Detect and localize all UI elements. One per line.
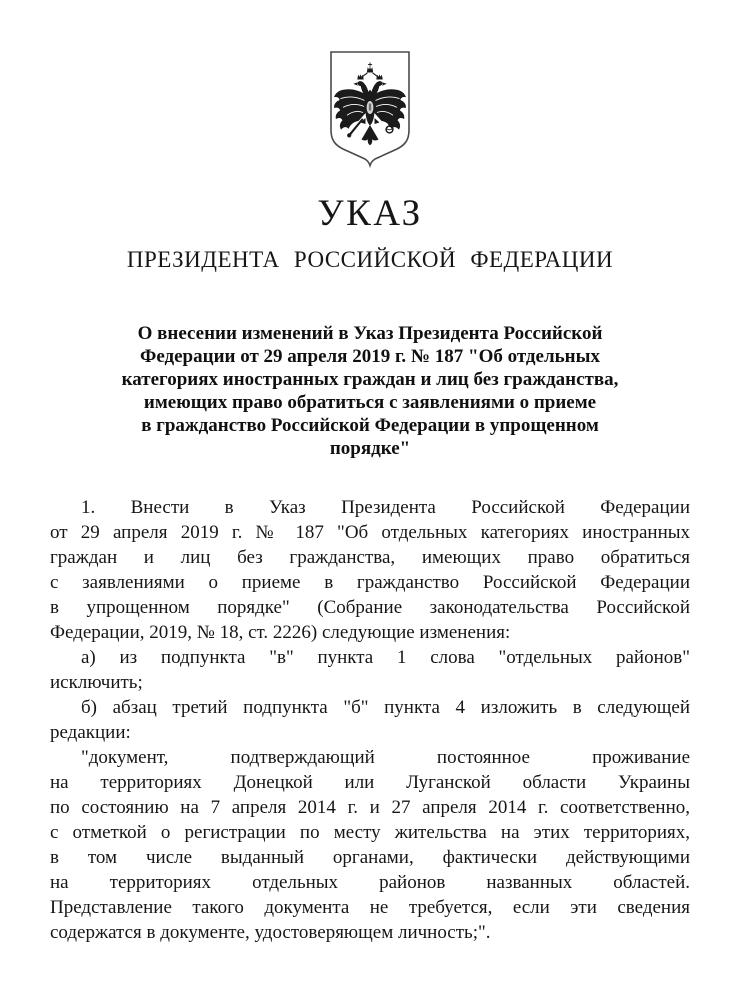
body-line: в упрощенном порядке" (Собрание законодательства Российской — [50, 597, 690, 618]
subject-line: Федерации от 29 апреля 2019 г. № 187 "Об отдельных — [140, 346, 600, 367]
body-paragraph — [50, 695, 690, 745]
body-line: на территориях отдельных районов названных областей. — [50, 872, 690, 893]
body-line: Федерации, 2019, № 18, ст. 2226) следующие изменения: — [50, 622, 511, 643]
decree-type-title: УКАЗ — [317, 193, 423, 234]
body-line: редакции: — [50, 722, 131, 743]
subject-line: порядке" — [329, 438, 411, 459]
body-line: 1. Внести в Указ Президента Российской Федерации — [81, 497, 690, 518]
subject-line: имеющих право обратиться с заявлениями о приеме — [143, 392, 597, 413]
body-line: в том числе выданный органами, фактически действующими — [50, 847, 690, 868]
body-line: Представление такого документа не требуется, если эти сведения — [50, 897, 690, 918]
decree-subject — [50, 322, 690, 460]
subject-line: категориях иностранных граждан и лиц без гражданства, — [121, 369, 619, 390]
body-paragraph — [50, 495, 690, 645]
body-line: исключить; — [50, 672, 143, 693]
body-line: б) абзац третий подпункта "б" пункта 4 изложить в следующей — [81, 697, 690, 718]
body-line: от 29 апреля 2019 г. № 187 "Об отдельных категориях иностранных — [50, 522, 690, 543]
body-line: с отметкой о регистрации по месту жительства на этих территориях, — [50, 822, 690, 843]
decree-body — [50, 495, 690, 945]
subject-line: О внесении изменений в Указ Президента Российской — [137, 323, 603, 344]
body-line: на территориях Донецкой или Луганской области Украины — [50, 772, 690, 793]
body-paragraph — [50, 745, 690, 945]
body-line: граждан и лиц без гражданства, имеющих право обратиться — [50, 547, 690, 568]
body-paragraph — [50, 645, 690, 695]
body-line: а) из подпункта "в" пункта 1 слова "отдельных районов" — [81, 647, 690, 668]
body-line: по состоянию на 7 апреля 2014 г. и 27 апреля 2014 г. соответственно, — [50, 797, 690, 818]
body-line: содержатся в документе, удостоверяющем личность;". — [50, 922, 491, 943]
body-line: с заявлениями о приеме в гражданство Российской Федерации — [50, 572, 690, 593]
body-line: "документ, подтверждающий постоянное проживание — [81, 747, 690, 768]
decree-issuer: ПРЕЗИДЕНТА РОССИЙСКОЙ ФЕДЕРАЦИИ — [126, 247, 614, 272]
russia-coat-of-arms-icon — [50, 0, 690, 168]
subject-line: в гражданство Российской Федерации в упрощенном — [141, 415, 599, 436]
